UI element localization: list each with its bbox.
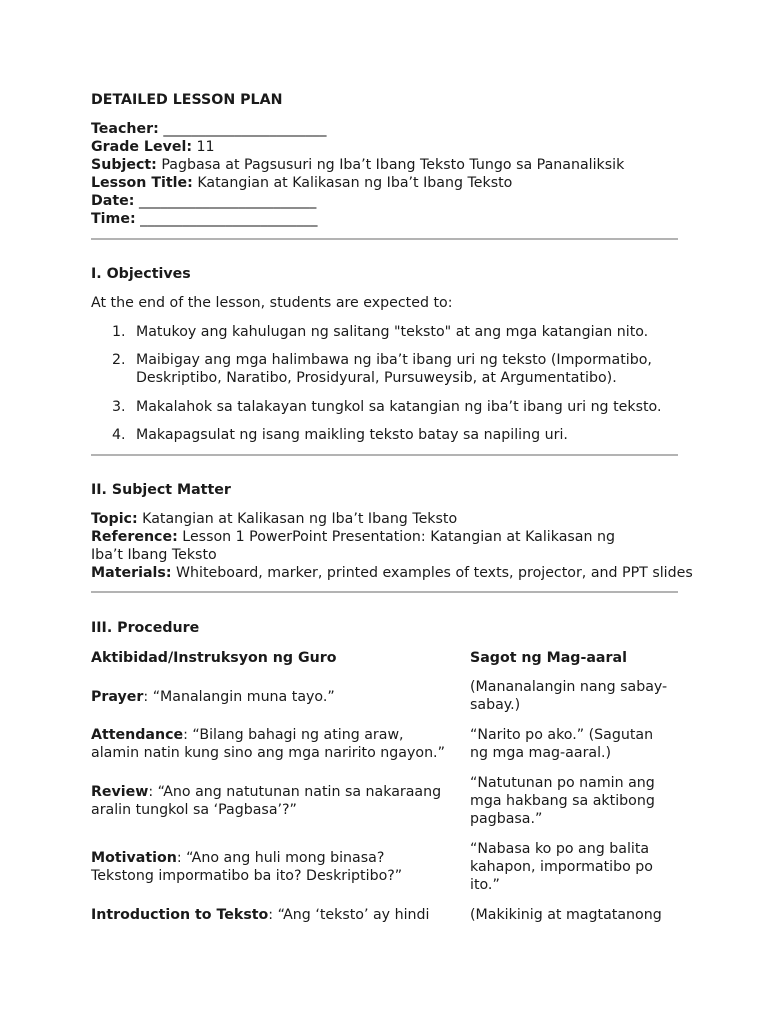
objective-text: Maibigay ang mga halimbawa ng iba’t ibang uri ng teksto (Impormatibo, Deskriptibo, Naratibo, Prosidyural, Pursuweysib, at Argumentatibo). (136, 352, 652, 386)
topic-line (91, 510, 681, 528)
subject-value: Pagbasa at Pagsusuri ng Iba’t Ibang Teksto Tungo sa Pananaliksik (161, 157, 625, 173)
subject-label: Subject: (91, 157, 157, 173)
objective-number: 2. (112, 352, 126, 368)
student-response: (Mananalangin nang sabay-sabay.) (470, 679, 668, 713)
teacher-column-header: Aktibidad/Instruksyon ng Guro (91, 650, 337, 666)
teacher-value: _______________________ (163, 121, 327, 137)
materials-label: Materials: (91, 565, 172, 581)
divider (91, 454, 678, 456)
teacher-instruction (91, 906, 456, 924)
time-label: Time: (91, 211, 136, 227)
teacher-instruction (91, 849, 451, 885)
objective-text: Makalahok sa talakayan tungkol sa katangian ng iba’t ibang uri ng teksto. (136, 399, 662, 415)
objectives-intro: At the end of the lesson, students are expected to: (91, 295, 453, 311)
subject-line (91, 156, 624, 174)
document-title: DETAILED LESSON PLAN (91, 92, 283, 108)
topic-label: Topic: (91, 511, 138, 527)
objective-number: 4. (112, 427, 126, 443)
grade-label: Grade Level: (91, 139, 193, 155)
grade-line (91, 138, 624, 156)
student-response: (Makikinig at magtatanong (470, 907, 662, 923)
activity-text: : “Bilang bahagi ng ating araw, alamin natin kung sino ang mga naririto ngayon.” (91, 727, 445, 761)
grade-value: 11 (196, 139, 215, 155)
objective-item (91, 351, 678, 387)
lesson-header-info (91, 120, 624, 228)
objectives-heading: I. Objectives (91, 266, 191, 282)
student-response: “Natutunan po namin ang mga hakbang sa aktibong pagbasa.” (470, 775, 655, 827)
activity-label: Attendance (91, 727, 184, 743)
subject-matter-details (91, 510, 693, 582)
teacher-instruction (91, 783, 456, 819)
reference-label: Reference: (91, 529, 178, 545)
subject-matter-heading: II. Subject Matter (91, 482, 231, 498)
activity-label: Prayer (91, 689, 144, 705)
activity-label: Review (91, 784, 149, 800)
activity-text: : “Ano ang huli mong binasa? Tekstong impormatibo ba ito? Deskriptibo?” (91, 850, 403, 884)
activity-text: : “Manalangin muna tayo.” (143, 689, 335, 705)
activity-text: : “Ano ang natutunan natin sa nakaraang aralin tungkol sa ‘Pagbasa’?” (91, 784, 442, 818)
objective-text: Matukoy ang kahulugan ng salitang "teksto" at ang mga katangian nito. (136, 324, 649, 340)
lesson-title-line (91, 174, 624, 192)
teacher-label: Teacher: (91, 121, 159, 137)
reference-line (91, 528, 651, 564)
objective-number: 1. (112, 324, 126, 340)
divider (91, 238, 678, 240)
objective-item (91, 398, 678, 416)
activity-label: Introduction to Teksto (91, 907, 269, 923)
teacher-line (91, 120, 624, 138)
materials-value: Whiteboard, marker, printed examples of texts, projector, and PPT slides (176, 565, 693, 581)
activity-label: Motivation (91, 850, 177, 866)
time-line (91, 210, 624, 228)
divider (91, 591, 678, 593)
student-response: “Narito po ako.” (Sagutan ng mga mag-aaral.) (470, 727, 654, 761)
objective-item (91, 323, 678, 341)
teacher-instruction (91, 726, 456, 762)
teacher-instruction (91, 688, 456, 706)
objective-number: 3. (112, 399, 126, 415)
student-column-header: Sagot ng Mag-aaral (470, 650, 627, 666)
objective-item (91, 426, 678, 444)
procedure-heading: III. Procedure (91, 620, 200, 636)
lesson-title-value: Katangian at Kalikasan ng Iba’t Ibang Teksto (197, 175, 513, 191)
date-label: Date: (91, 193, 135, 209)
reference-value: Lesson 1 PowerPoint Presentation: Katangian at Kalikasan ng Iba’t Ibang Teksto (91, 529, 615, 563)
lesson-title-label: Lesson Title: (91, 175, 193, 191)
date-line (91, 192, 624, 210)
time-value: _________________________ (140, 211, 318, 227)
materials-line (91, 564, 693, 582)
activity-text: : “Ang ‘teksto’ ay hindi (268, 907, 430, 923)
topic-value: Katangian at Kalikasan ng Iba’t Ibang Teksto (142, 511, 458, 527)
objective-text: Makapagsulat ng isang maikling teksto batay sa napiling uri. (136, 427, 568, 443)
student-response: “Nabasa ko po ang balita kahapon, impormatibo po ito.” (470, 841, 653, 893)
date-value: _________________________ (138, 193, 317, 209)
